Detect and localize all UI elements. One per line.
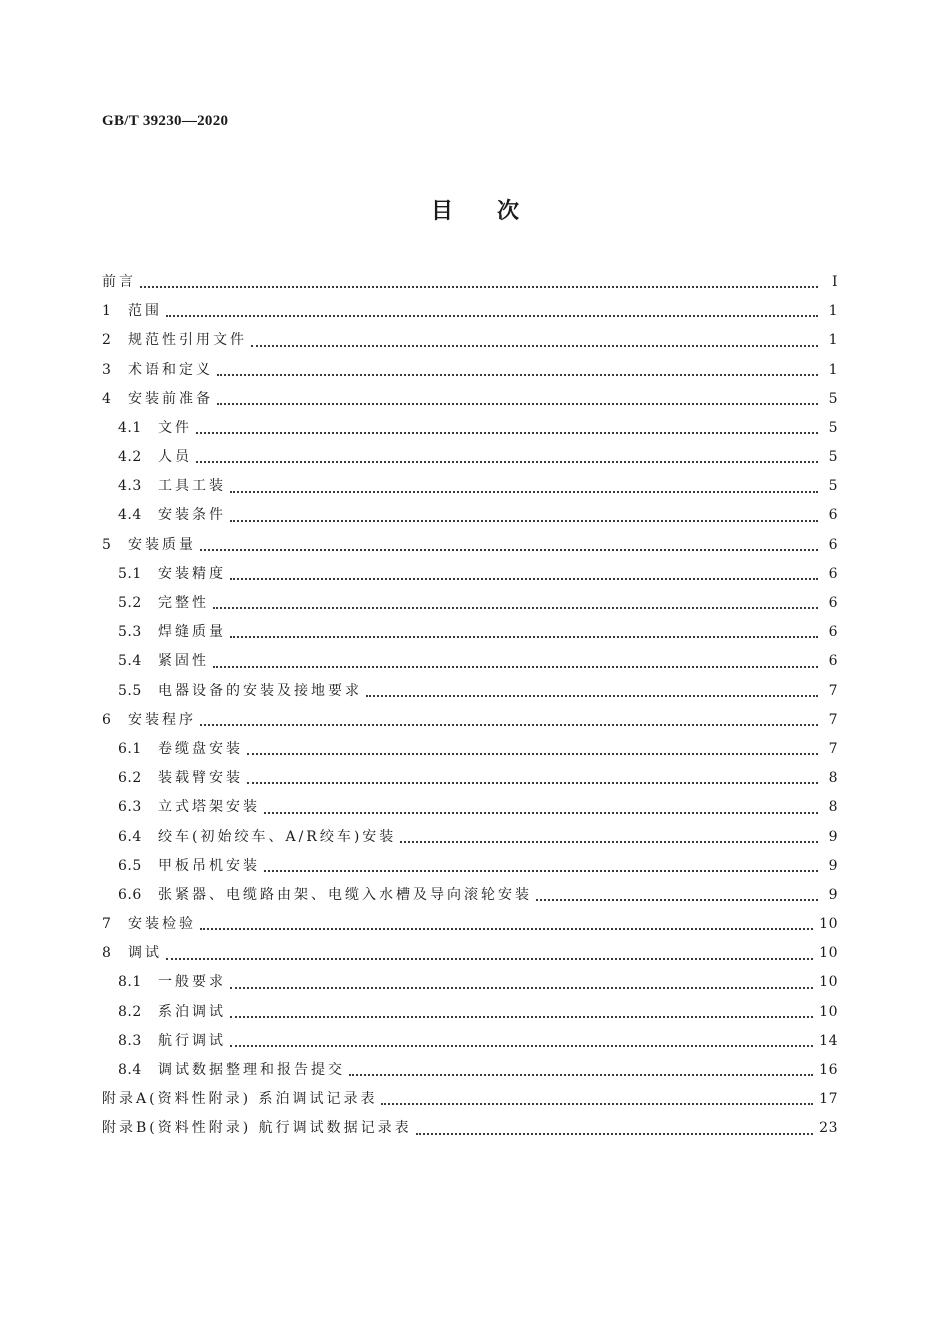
toc-entry[interactable] — [102, 297, 838, 326]
toc-entry-number: 8 — [102, 945, 112, 962]
toc-entry-title: 范围 — [128, 303, 162, 320]
toc-entry-title: 绞车(初始绞车、A/R绞车)安装 — [158, 828, 397, 845]
toc-entry[interactable] — [102, 560, 838, 589]
dot-leader — [230, 472, 818, 501]
toc-entry-page: 7 — [828, 711, 838, 728]
toc-entry-title: 调试数据整理和报告提交 — [158, 1062, 345, 1079]
toc-entry-number: 6.3 — [118, 799, 142, 816]
toc-entry-page: 7 — [828, 740, 838, 757]
toc-entry-page: 6 — [828, 565, 838, 582]
toc-entry-page: 6 — [828, 595, 838, 612]
toc-entry[interactable] — [102, 1085, 838, 1114]
dot-leader — [264, 793, 818, 822]
toc-entry[interactable] — [102, 823, 838, 852]
toc-entry-page: I — [831, 273, 838, 290]
toc-entry-title: 人员 — [158, 449, 192, 466]
dot-leader — [416, 1114, 814, 1143]
toc-entry-number: 5.2 — [118, 595, 142, 612]
toc-entry-title: 完整性 — [158, 595, 209, 612]
dot-leader — [230, 1027, 813, 1056]
toc-entry-page: 6 — [828, 653, 838, 670]
toc-entry-page: 6 — [828, 536, 838, 553]
toc-entry-number: 5.5 — [118, 682, 142, 699]
dot-leader — [200, 910, 813, 939]
toc-entry-number: 4.4 — [118, 507, 142, 524]
toc-entry-number: 5.4 — [118, 653, 142, 670]
dot-leader — [230, 998, 813, 1027]
toc-entry-title: 立式塔架安装 — [158, 799, 260, 816]
toc-entry-number: 6.1 — [118, 740, 142, 757]
toc-entry[interactable] — [102, 910, 838, 939]
dot-leader — [230, 560, 818, 589]
toc-entry-page: 10 — [819, 1003, 838, 1020]
toc-entry-title: 电器设备的安装及接地要求 — [158, 682, 362, 699]
toc-entry-page: 9 — [828, 857, 838, 874]
dot-leader — [251, 326, 818, 355]
dot-leader — [196, 443, 818, 472]
toc-entry-number: 3 — [102, 361, 112, 378]
toc-entry-title: 规范性引用文件 — [128, 332, 247, 349]
dot-leader — [247, 735, 818, 764]
dot-leader — [536, 881, 818, 910]
toc-entry-title: 安装精度 — [158, 565, 226, 582]
dot-leader — [200, 706, 818, 735]
dot-leader — [213, 589, 818, 618]
toc-entry-number: 5.1 — [118, 565, 142, 582]
toc-entry-page: 9 — [828, 886, 838, 903]
dot-leader — [381, 1085, 813, 1114]
toc-entry[interactable] — [102, 735, 838, 764]
toc-entry[interactable] — [102, 414, 838, 443]
dot-leader — [213, 647, 818, 676]
toc-entry-title: 焊缝质量 — [158, 624, 226, 641]
dot-leader — [366, 677, 818, 706]
toc-entry-number: 6.6 — [118, 886, 142, 903]
toc-entry-number: 6.4 — [118, 828, 142, 845]
toc-entry-number: 4 — [102, 390, 112, 407]
toc-entry-page: 14 — [819, 1032, 838, 1049]
toc-entry[interactable] — [102, 939, 838, 968]
toc-entry[interactable] — [102, 793, 838, 822]
toc-entry-title: 调试 — [128, 945, 162, 962]
dot-leader — [166, 297, 818, 326]
toc-entry-number: 8.3 — [118, 1032, 142, 1049]
dot-leader — [349, 1056, 813, 1085]
toc-entry-title: 系泊调试 — [158, 1003, 226, 1020]
toc-entry-number: 4.2 — [118, 449, 142, 466]
page-title: 目次 — [430, 199, 563, 224]
toc-entry[interactable] — [102, 356, 838, 385]
toc-entry[interactable] — [102, 852, 838, 881]
toc-entry-title: 甲板吊机安装 — [158, 857, 260, 874]
dot-leader — [196, 414, 818, 443]
toc-entry-title: 航行调试 — [158, 1032, 226, 1049]
toc-entry-title: 附录B(资料性附录) 航行调试数据记录表 — [102, 1120, 412, 1137]
toc-entry-page: 5 — [828, 478, 838, 495]
toc-entry-page: 6 — [828, 624, 838, 641]
toc-entry-page: 5 — [828, 390, 838, 407]
toc-entry[interactable] — [102, 326, 838, 355]
dot-leader — [264, 852, 818, 881]
toc-entry-number: 5.3 — [118, 624, 142, 641]
toc-entry[interactable] — [102, 647, 838, 676]
toc-entry-page: 5 — [828, 419, 838, 436]
toc-entry-page: 9 — [828, 828, 838, 845]
toc-entry-page: 1 — [828, 361, 838, 378]
toc-entry[interactable] — [102, 268, 838, 297]
toc-entry-page: 23 — [819, 1120, 838, 1137]
toc-entry[interactable] — [102, 531, 838, 560]
toc-entry-number: 6.2 — [118, 770, 142, 787]
toc-entry[interactable] — [102, 502, 838, 531]
toc-entry[interactable] — [102, 1056, 838, 1085]
toc-entry-title: 前言 — [102, 273, 136, 290]
toc-entry[interactable] — [102, 998, 838, 1027]
document-code: GB/T 39230—2020 — [102, 113, 229, 129]
toc-entry[interactable] — [102, 472, 838, 501]
dot-leader — [230, 502, 818, 531]
toc-entry-page: 10 — [819, 945, 838, 962]
toc-entry[interactable] — [102, 589, 838, 618]
toc-entry[interactable] — [102, 677, 838, 706]
toc-entry-number: 4.3 — [118, 478, 142, 495]
toc-entry-title: 安装条件 — [158, 507, 226, 524]
toc-entry-title: 紧固性 — [158, 653, 209, 670]
toc-entry-page: 1 — [828, 332, 838, 349]
toc-entry-page: 10 — [819, 916, 838, 933]
toc-entry[interactable] — [102, 443, 838, 472]
toc-entry-title: 附录A(资料性附录) 系泊调试记录表 — [102, 1091, 378, 1108]
table-of-contents — [102, 268, 838, 1144]
toc-entry-number: 8.4 — [118, 1062, 142, 1079]
dot-leader — [217, 356, 818, 385]
toc-entry[interactable] — [102, 881, 838, 910]
dot-leader — [200, 531, 818, 560]
dot-leader — [217, 385, 818, 414]
toc-entry-number: 1 — [102, 303, 112, 320]
toc-entry[interactable] — [102, 764, 838, 793]
dot-leader — [230, 618, 818, 647]
toc-entry[interactable] — [102, 1027, 838, 1056]
toc-entry-number: 4.1 — [118, 419, 142, 436]
toc-entry-page: 8 — [828, 770, 838, 787]
toc-entry-page: 5 — [828, 449, 838, 466]
toc-entry-number: 2 — [102, 332, 112, 349]
toc-entry-page: 1 — [828, 303, 838, 320]
toc-entry-page: 10 — [819, 974, 838, 991]
toc-entry-title: 术语和定义 — [128, 361, 213, 378]
toc-entry[interactable] — [102, 618, 838, 647]
toc-entry-page: 8 — [828, 799, 838, 816]
toc-entry-number: 5 — [102, 536, 112, 553]
toc-entry-number: 8.1 — [118, 974, 142, 991]
toc-entry-title: 安装质量 — [128, 536, 196, 553]
toc-entry-title: 安装前准备 — [128, 390, 213, 407]
toc-entry-title: 张紧器、电缆路由架、电缆入水槽及导向滚轮安装 — [158, 886, 532, 903]
dot-leader — [247, 764, 818, 793]
toc-entry-number: 6 — [102, 711, 112, 728]
toc-entry-page: 7 — [828, 682, 838, 699]
toc-entry[interactable] — [102, 969, 838, 998]
toc-entry-number: 7 — [102, 916, 112, 933]
toc-entry-title: 安装检验 — [128, 916, 196, 933]
toc-entry-number: 6.5 — [118, 857, 142, 874]
dot-leader — [166, 939, 813, 968]
toc-entry-title: 安装程序 — [128, 711, 196, 728]
dot-leader — [400, 823, 818, 852]
toc-entry-page: 16 — [819, 1062, 838, 1079]
toc-entry-page: 17 — [819, 1091, 838, 1108]
toc-entry[interactable] — [102, 385, 838, 414]
toc-entry-title: 装载臂安装 — [158, 770, 243, 787]
toc-entry[interactable] — [102, 706, 838, 735]
toc-entry[interactable] — [102, 1114, 838, 1143]
toc-entry-title: 工具工装 — [158, 478, 226, 495]
dot-leader — [140, 268, 818, 297]
toc-entry-title: 一般要求 — [158, 974, 226, 991]
toc-entry-title: 卷缆盘安装 — [158, 740, 243, 757]
toc-entry-page: 6 — [828, 507, 838, 524]
toc-entry-number: 8.2 — [118, 1003, 142, 1020]
toc-entry-title: 文件 — [158, 419, 192, 436]
dot-leader — [230, 969, 813, 998]
